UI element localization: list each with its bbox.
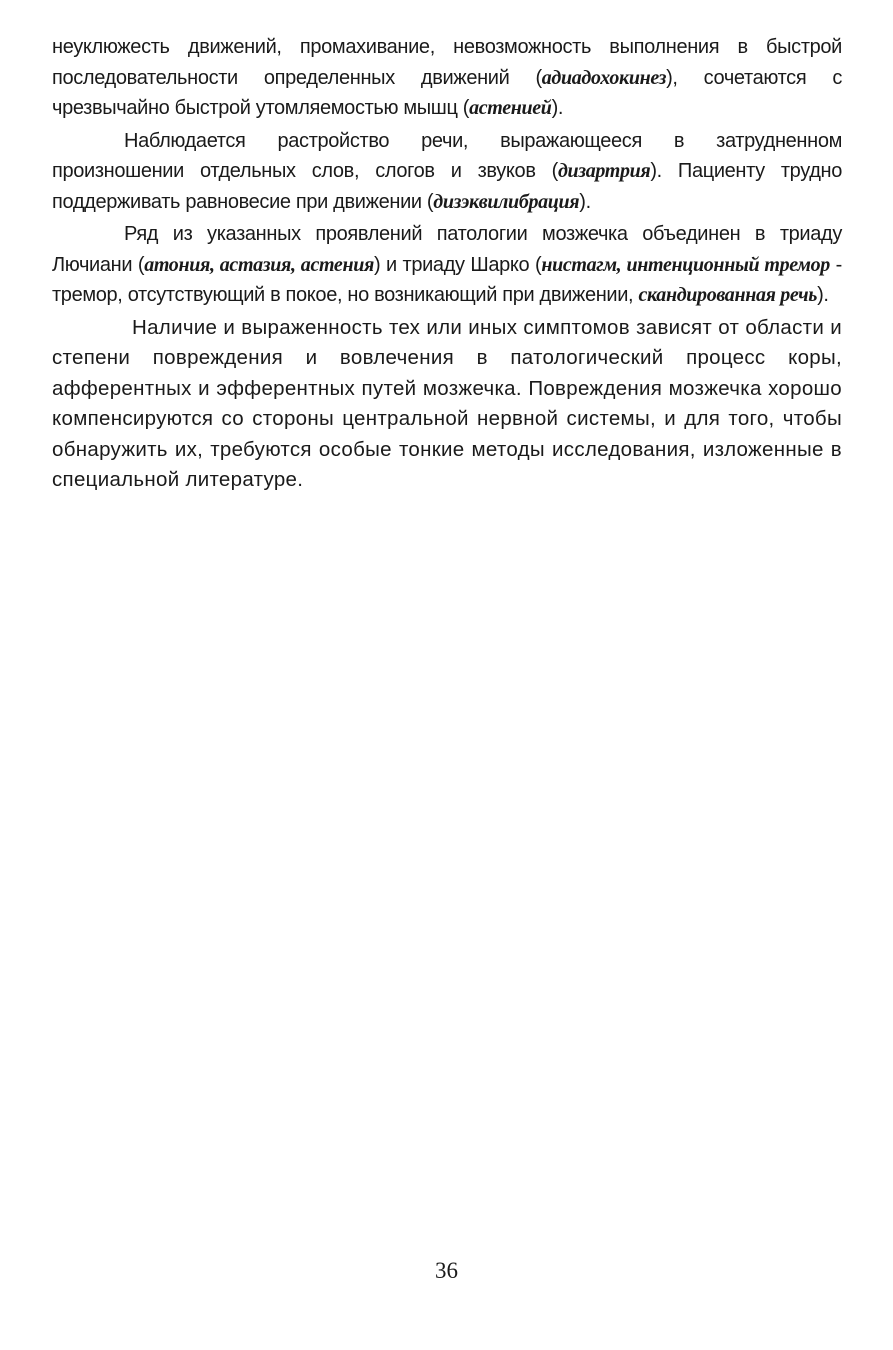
term-scanning-speech: скандированная речь xyxy=(638,284,818,306)
text-run: ). xyxy=(579,190,591,213)
term-charcot-triad: нистагм, интенционный тремор xyxy=(541,253,830,276)
text-run: ). Пациенту трудно поддерживать равновесие при движении ( xyxy=(52,160,842,213)
text-run: ), сочетаются с чрезвычайно быстрой утомляемостью мышц ( xyxy=(52,66,842,119)
term-disequilibrium: дизэквилибрация xyxy=(433,190,580,213)
paragraph-1 xyxy=(52,32,842,124)
paragraph-4: Наличие и выраженность тех или иных симптомов зависят от области и степени повреждения и вовлечения в патологический процесс коры, афферентных и эфферентных путей мозжечка. Повреждения мозжечка хорошо компенсируются со стороны центральной нервной системы, и для того, чтобы обнаружить их, требуются особые тонкие методы исследования, изложенные в специальной литературе. xyxy=(52,315,842,491)
page-number: 36 xyxy=(435,1258,458,1283)
term-luciani-triad: атония, астазия, астения xyxy=(144,253,374,276)
text-run: ) и триаду Шарко ( xyxy=(373,253,542,276)
paragraph-2 xyxy=(52,126,842,218)
term-asthenia: астенией xyxy=(469,97,552,119)
paragraph-3 xyxy=(52,219,842,311)
text-run: неуклюжесть движений, промахивание, невозможность выполнения в быстрой последовательности определенных движений ( xyxy=(52,36,842,89)
body-text xyxy=(52,32,842,498)
text-run: ). xyxy=(817,284,829,306)
text-run: Наблюдается растройство речи, выражающееся в затрудненном произношении отдельных слов, слогов и звуков ( xyxy=(52,129,842,182)
text-run: - тремор, отсутствующий в покое, но возникающий при движении, xyxy=(52,253,842,306)
term-dysarthria: дизартрия xyxy=(557,160,651,182)
text-run: ). xyxy=(551,97,564,119)
text-run: Ряд из указанных проявлений патологии мозжечка объединен в триаду Лючиани ( xyxy=(52,223,842,276)
term-adiadochokinesis: адиадохокинез xyxy=(541,66,667,89)
